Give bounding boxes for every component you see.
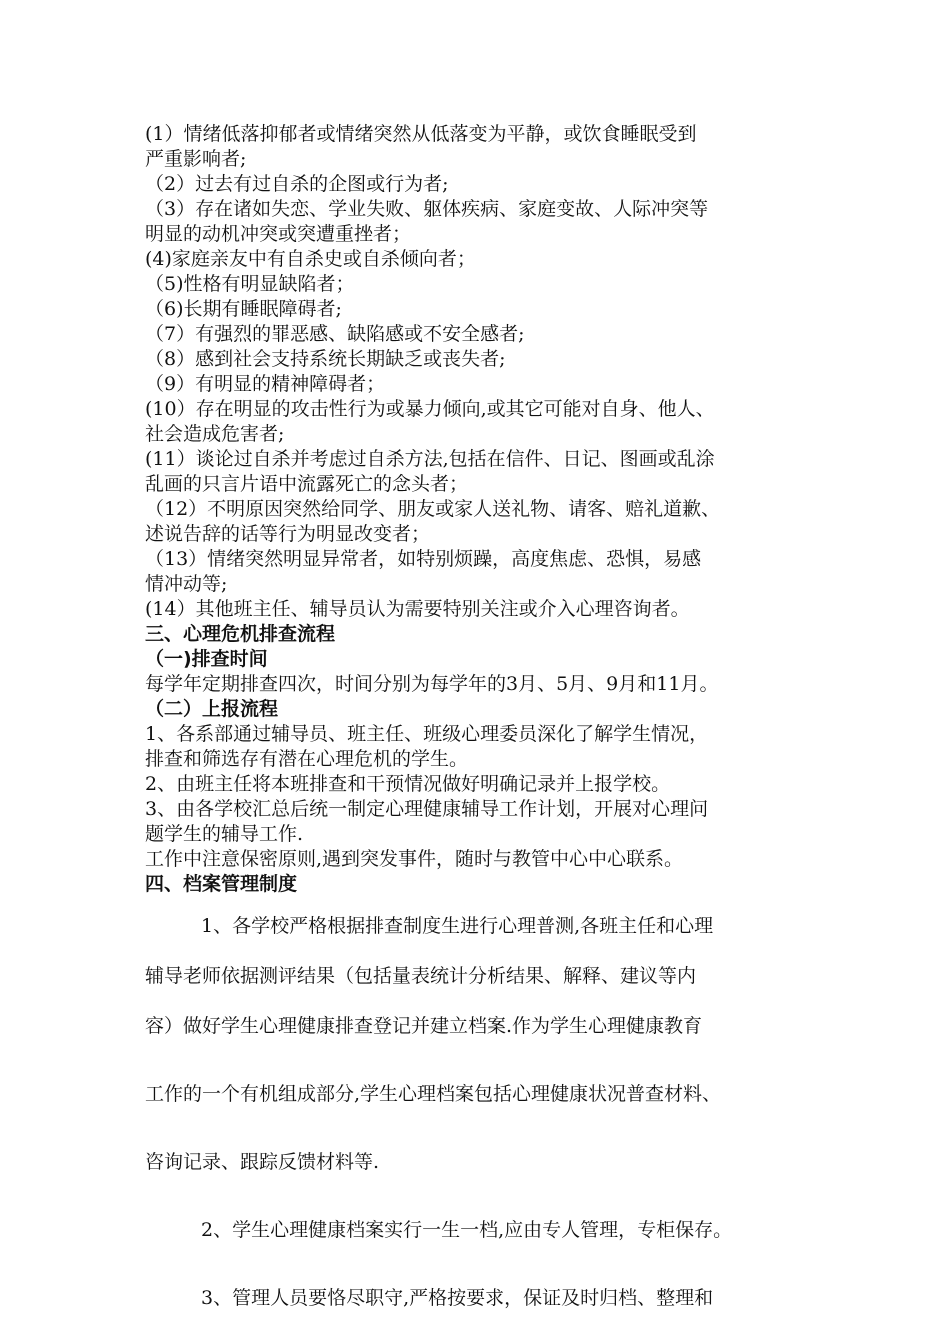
section-4 <box>145 872 830 1323</box>
archive-item-2: 2、学生心理健康档案实行一生一档,应由专人管理，专柜保存。 <box>201 1219 733 1241</box>
criteria-line: （9）有明显的精神障碍者； <box>145 373 386 395</box>
subsection-2-line: 工作中注意保密原则,遇到突发事件，随时与教管中心中心联系。 <box>145 848 684 870</box>
criteria-line: (1）情绪低落抑郁者或情绪突然从低落变为平静，或饮食睡眠受到 <box>145 123 697 145</box>
subsection-2-title: （二）上报流程 <box>145 698 279 720</box>
criteria-list <box>145 122 830 622</box>
criteria-line: （12）不明原因突然给同学、朋友或家人送礼物、请客、赔礼道歉、 <box>145 498 721 520</box>
archive-item-line: 1、各学校严格根据排查制度生进行心理普测,各班主任和心理 <box>201 915 714 937</box>
subsection-1-title: （一)排查时间 <box>145 648 268 670</box>
archive-item-line: 容）做好学生心理健康排查登记并建立档案.作为学生心理健康教育 <box>145 1015 703 1037</box>
criteria-line: 乱画的只言片语中流露死亡的念头者； <box>145 473 469 495</box>
criteria-line: (14）其他班主任、辅导员认为需要特别关注或介入心理咨询者。 <box>145 598 690 620</box>
criteria-line: 明显的动机冲突或突遭重挫者； <box>145 223 412 245</box>
criteria-line: 情冲动等; <box>145 573 228 595</box>
criteria-line: 严重影响者; <box>145 148 247 170</box>
section-3-title: 三、心理危机排查流程 <box>145 623 336 645</box>
section-4-title: 四、档案管理制度 <box>145 873 298 895</box>
section-3 <box>145 622 830 872</box>
criteria-line: （8）感到社会支持系统长期缺乏或丧失者; <box>145 348 506 370</box>
criteria-line: （3）存在诸如失恋、学业失败、躯体疾病、家庭变故、人际冲突等 <box>145 198 709 220</box>
criteria-line: (4)家庭亲友中有自杀史或自杀倾向者； <box>145 248 476 270</box>
criteria-line: （13）情绪突然明显异常者，如特别烦躁，高度焦虑、恐惧，易感 <box>145 548 702 570</box>
criteria-line: （6)长期有睡眠障碍者; <box>145 298 342 320</box>
criteria-line: 述说告辞的话等行为明显改变者； <box>145 523 431 545</box>
criteria-line: （7）有强烈的罪恶感、缺陷感或不安全感者; <box>145 323 525 345</box>
criteria-line: (10）存在明显的攻击性行为或暴力倾向,或其它可能对自身、他人、 <box>145 398 715 420</box>
criteria-line: （2）过去有过自杀的企图或行为者; <box>145 173 449 195</box>
subsection-1-text: 每学年定期排查四次，时间分别为每学年的3月、5月、9月和11月。 <box>145 673 719 695</box>
document-page <box>145 122 830 1323</box>
archive-item-line: 工作的一个有机组成部分,学生心理档案包括心理健康状况普查材料、 <box>145 1083 722 1105</box>
archive-item-3: 3、管理人员要恪尽职守,严格按要求，保证及时归档、整理和 <box>201 1287 714 1309</box>
archive-item-line: 咨询记录、跟踪反馈材料等. <box>145 1151 380 1173</box>
criteria-line: （5)性格有明显缺陷者； <box>145 273 355 295</box>
subsection-2-line: 3、由各学校汇总后统一制定心理健康辅导工作计划，开展对心理问 <box>145 798 709 820</box>
criteria-line: 社会造成危害者; <box>145 423 285 445</box>
archive-item-line: 辅导老师依据测评结果（包括量表统计分析结果、解释、建议等内 <box>145 965 697 987</box>
subsection-2-line: 排查和筛选存有潜在心理危机的学生。 <box>145 748 469 770</box>
subsection-2-line: 2、由班主任将本班排查和干预情况做好明确记录并上报学校。 <box>145 773 671 795</box>
subsection-2-line: 1、各系部通过辅导员、班主任、班级心理委员深化了解学生情况， <box>145 723 709 745</box>
archive-item-1 <box>145 901 830 1323</box>
subsection-2-line: 题学生的辅导工作. <box>145 823 304 845</box>
criteria-line: (11）谈论过自杀并考虑过自杀方法,包括在信件、日记、图画或乱涂 <box>145 448 715 470</box>
